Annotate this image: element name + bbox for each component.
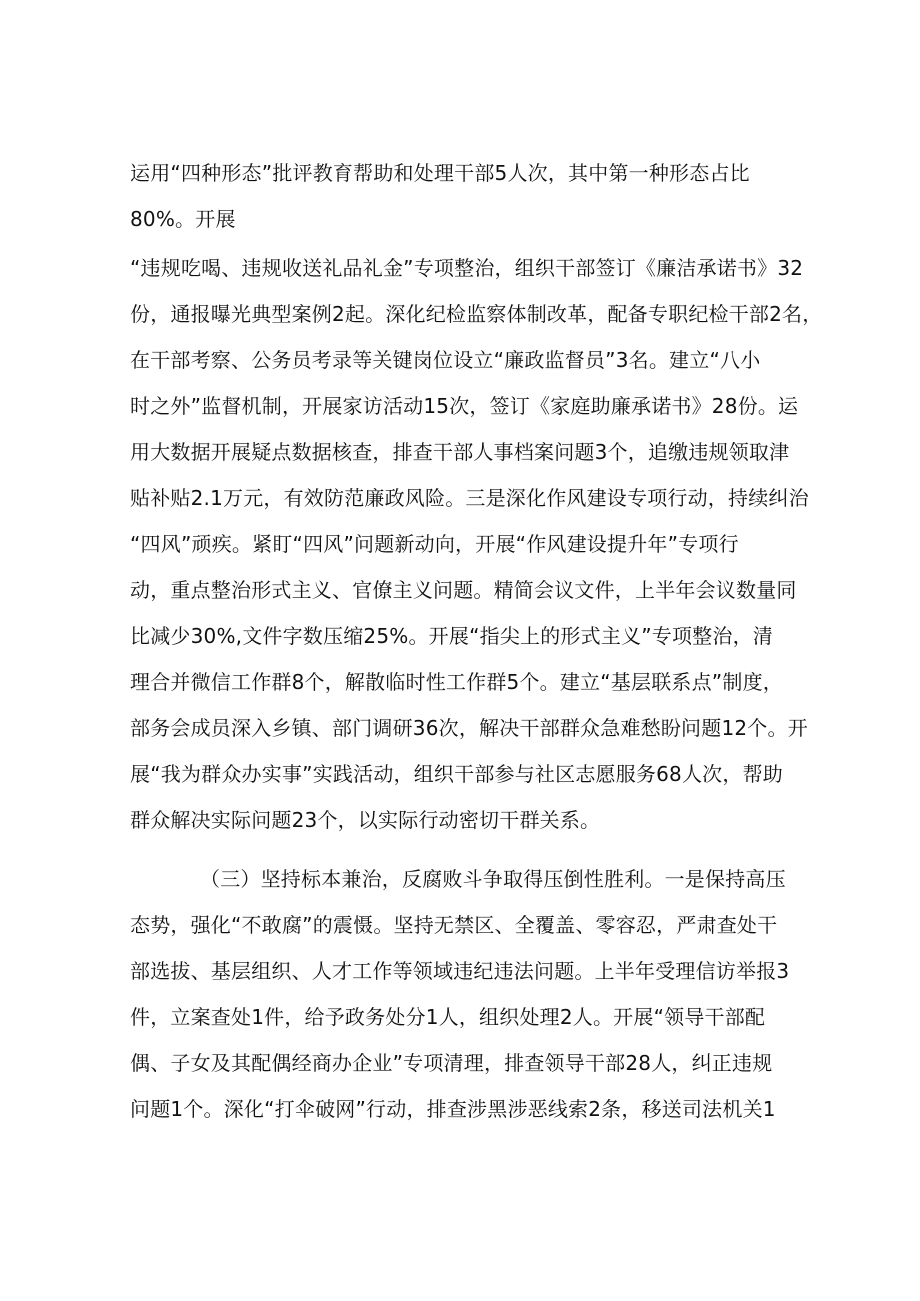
paragraph-line: “违规吃喝、违规收送礼品礼金”专项整治，组织干部签订《廉洁承诺书》32	[130, 256, 804, 280]
paragraph-line: 部务会成员深入乡镇、部门调研36次，解决干部群众急难愁盼问题12个。开	[130, 716, 808, 740]
paragraph-line: 件，立案查处1件，给予政务处分1人，组织处理2人。开展“领导干部配	[130, 1005, 766, 1029]
paragraph-line: 80%。开展	[130, 207, 236, 231]
paragraph-line: 偶、子女及其配偶经商办企业”专项清理，排查领导干部28人，纠正违规	[130, 1051, 773, 1075]
paragraph-line: “四风”顽疾。紧盯“四风”问题新动向，开展“作风建设提升年”专项行	[130, 532, 739, 556]
paragraph-line: 份，通报曝光典型案例2起。深化纪检监察体制改革，配备专职纪检干部2名，	[130, 302, 823, 326]
paragraph-line: 用大数据开展疑点数据核查，排查干部人事档案问题3个，追缴违规领取津	[130, 440, 790, 464]
section-heading-line: （三）坚持标本兼治，反腐败斗争取得压倒性胜利。一是保持高压	[200, 867, 786, 891]
paragraph-line: 态势，强化“不敢腐”的震慑。坚持无禁区、全覆盖、零容忍，严肃查处干	[130, 913, 778, 937]
paragraph-line: 展“我为群众办实事”实践活动，组织干部参与社区志愿服务68人次，帮助	[130, 762, 783, 786]
paragraph-line: 群众解决实际问题23个，以实际行动密切干群关系。	[130, 808, 601, 832]
paragraph-line: 动，重点整治形式主义、官僚主义问题。精简会议文件，上半年会议数量同	[130, 578, 797, 602]
paragraph-line: 贴补贴2.1万元，有效防范廉政风险。三是深化作风建设专项行动，持续纠治	[130, 486, 809, 510]
paragraph-line: 理合并微信工作群8个，解散临时性工作群5个。建立“基层联系点”制度，	[130, 670, 783, 694]
paragraph-line: 在干部考察、公务员考录等关键岗位设立“廉政监督员”3名。建立“八小	[130, 348, 761, 372]
paragraph-line: 比减少30%,文件字数压缩25%。开展“指尖上的形式主义”专项整治，清	[130, 624, 773, 648]
paragraph-line: 问题1个。深化“打伞破网”行动，排查涉黑涉恶线索2条，移送司法机关1	[130, 1097, 776, 1121]
paragraph-line: 运用“四种形态”批评教育帮助和处理干部5人次，其中第一种形态占比	[130, 161, 750, 185]
paragraph-line: 时之外”监督机制，开展家访活动15次，签订《家庭助廉承诺书》28份。运	[130, 394, 799, 418]
paragraph-line: 部选拔、基层组织、人才工作等领域违纪违法问题。上半年受理信访举报3	[130, 959, 790, 983]
